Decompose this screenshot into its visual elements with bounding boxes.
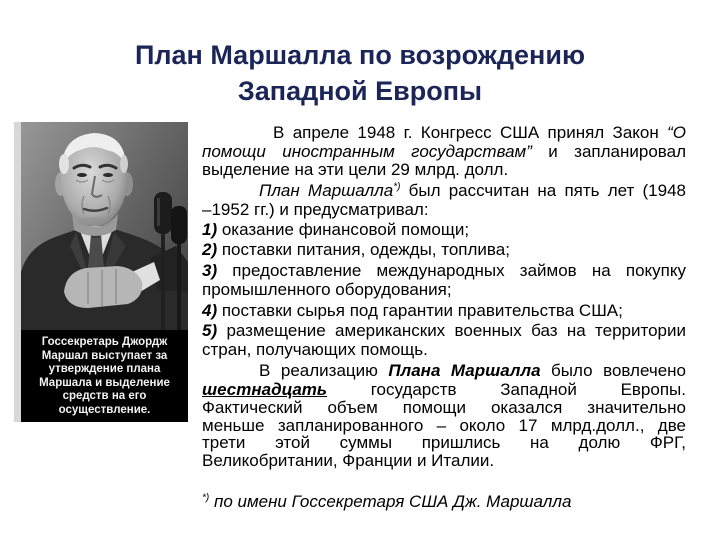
- text-run: был рассчитан на пять лет (1948: [400, 181, 686, 200]
- text-run: поставки сырья под гарантии правительства США;: [217, 301, 623, 320]
- list-item: [202, 321, 686, 341]
- text-run: выделение на эти цели 29 млрд. долл.: [202, 160, 509, 179]
- text-run: оказание финансовой помощи;: [217, 220, 470, 239]
- text-run: меньше запланированного – около 17 млрд.долл., две: [202, 416, 686, 435]
- caption-line: Госсекретарь Джордж: [41, 336, 168, 348]
- title-line-1: План Маршалла по возрождению: [134, 40, 586, 70]
- italic-law-title: “О: [667, 123, 686, 142]
- text-line: [202, 451, 686, 471]
- list-item: [202, 240, 686, 260]
- text-line: [202, 142, 686, 162]
- marshall-photo: [14, 122, 188, 422]
- text-line: [202, 398, 686, 418]
- text-line: [202, 340, 686, 360]
- text-run: размещение американских военных баз на территории: [217, 321, 686, 340]
- caption-line: средств на его: [62, 390, 147, 403]
- text-run: и запланировал: [531, 142, 686, 161]
- underlined-emphasis: шестнадцать: [202, 380, 328, 399]
- text-line: [202, 280, 686, 300]
- text-line: [259, 181, 686, 201]
- text-run: промышленного оборудования;: [202, 280, 452, 299]
- photo-caption: [21, 336, 188, 418]
- footnote-marker: *): [393, 181, 401, 193]
- list-number: 5): [202, 321, 218, 340]
- caption-line: осуществление.: [58, 403, 151, 416]
- photo-border: [14, 122, 21, 422]
- footnote-marker: *): [202, 492, 210, 504]
- list-number: 2): [202, 240, 218, 259]
- text-run: стран, получающих помощь.: [202, 340, 428, 359]
- list-number: 1): [202, 220, 218, 239]
- text-run: В апреле 1948 г. Конгресс США принял Закон: [273, 123, 668, 142]
- text-line: [259, 361, 686, 381]
- text-run: трети этой суммы пришлись на долю ФРГ,: [202, 433, 686, 452]
- list-number: 4): [202, 301, 218, 320]
- text-run: Фактический объем помощи оказался значительно: [202, 398, 686, 417]
- text-line: [202, 200, 686, 220]
- caption-line: утверждение плана: [48, 363, 161, 376]
- text-line: [202, 380, 686, 400]
- caption-line: Маршала и выделение: [39, 376, 170, 389]
- italic-law-title: помощи иностранным государствам”: [202, 142, 532, 161]
- text-run: В реализацию: [259, 361, 389, 380]
- list-item: [202, 261, 686, 281]
- text-line: [202, 160, 686, 180]
- text-line: [273, 123, 686, 143]
- text-run: государств Западной Европы.: [327, 380, 686, 399]
- text-run: поставки питания, одежды, топлива;: [217, 240, 510, 259]
- text-line: [202, 433, 686, 453]
- bold-italic-plan-name: Плана Маршалла: [388, 361, 541, 380]
- list-number: 3): [202, 261, 218, 280]
- text-run: –1952 гг.) и предусматривал:: [202, 200, 429, 219]
- caption-line: Маршал выступает за: [41, 349, 168, 362]
- text-run: Великобритании, Франции и Италии.: [202, 451, 495, 470]
- text-run: предоставление международных займов на покупку: [217, 261, 686, 280]
- list-item: [202, 301, 686, 321]
- list-item: [202, 220, 686, 240]
- italic-plan-name: План Маршалла: [259, 181, 394, 200]
- footnote: [202, 492, 571, 512]
- title-line-2: Западной Европы: [237, 76, 483, 106]
- text-run: было вовлечено: [540, 361, 687, 380]
- footnote-text: по имени Госсекретаря США Дж. Маршалла: [213, 492, 572, 511]
